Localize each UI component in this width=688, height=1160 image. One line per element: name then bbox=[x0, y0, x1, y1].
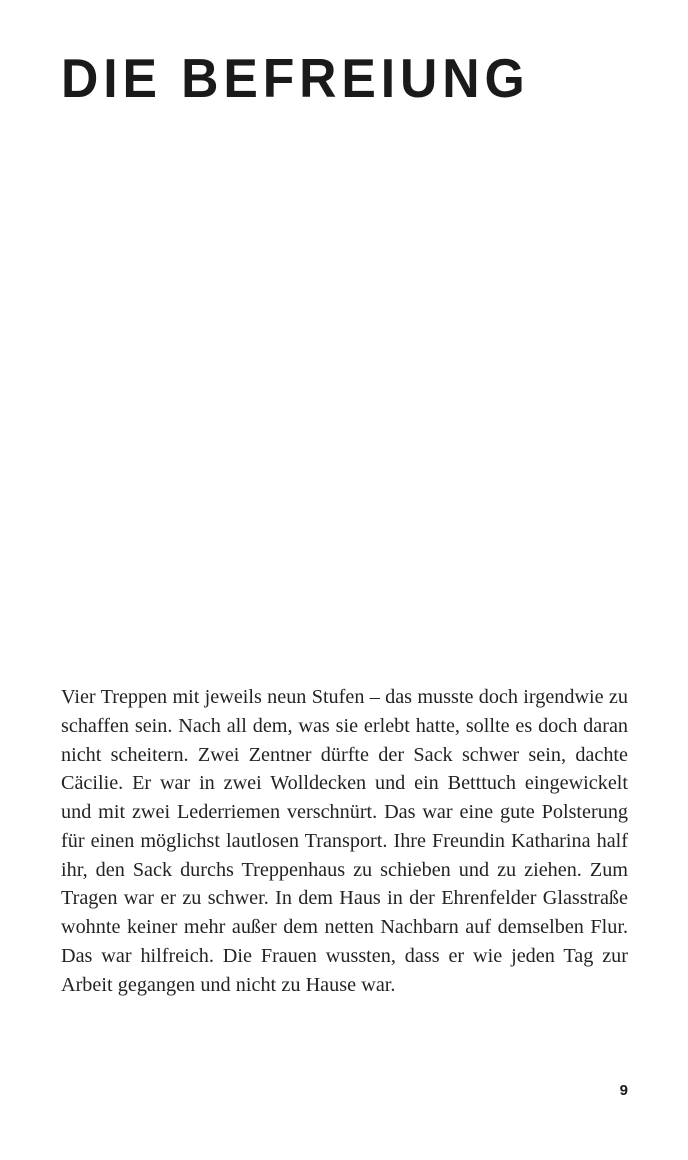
chapter-title: DIE BEFREIUNG bbox=[61, 47, 530, 109]
body-paragraph: Vier Treppen mit jeweils neun Stufen – das musste doch irgendwie zu schaffen sein. Nach all dem, was sie erlebt hatte, sollte es doch daran nicht scheitern. Zwei Zentner dürfte der Sack schwer sein, dachte Cäcilie. Er war in zwei Wolldecken und ein Betttuch eingewickelt und mit zwei Lederriemen verschnürt. Das war eine gute Polsterung für einen möglichst lautlosen Transport. Ihre Freundin Katharina half ihr, den Sack durchs Treppenhaus zu schieben und zu ziehen. Zum Tragen war er zu schwer. In dem Haus in der Ehrenfelder Glasstraße wohnte keiner mehr außer dem netten Nachbarn auf demselben Flur. Das war hilfreich. Die Frauen wussten, dass er wie jeden Tag zur Arbeit gegangen und nicht zu Hause war. bbox=[61, 686, 628, 996]
body-text-column bbox=[61, 683, 628, 999]
page-number: 9 bbox=[619, 1082, 628, 1099]
